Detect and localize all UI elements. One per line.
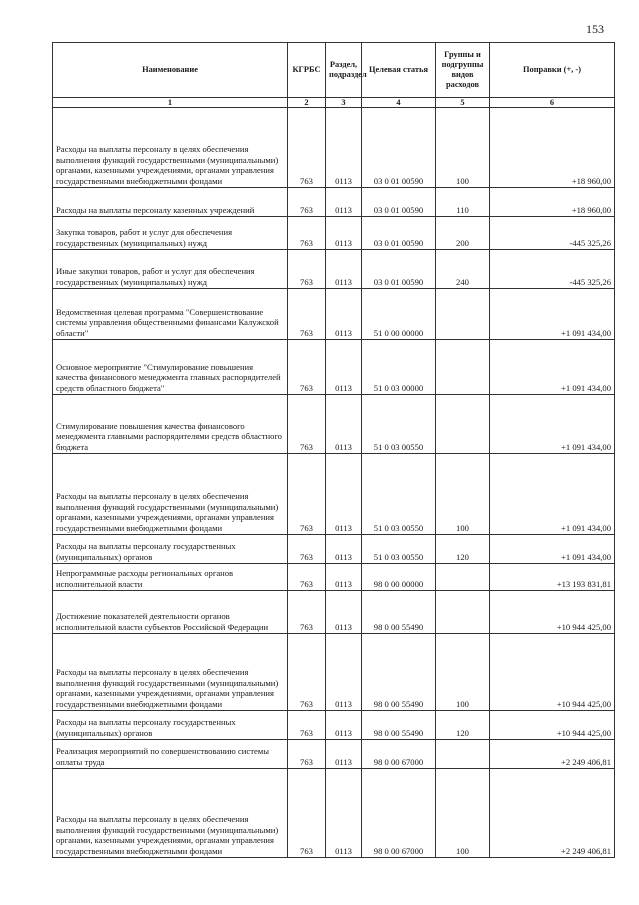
table-row	[53, 217, 615, 250]
cell-amount: -445 325,26	[490, 217, 615, 250]
cell-section: 0113	[326, 535, 362, 564]
cell-name: Расходы на выплаты персоналу в целях обеспечения выполнения функций государственными (муниципальными) органами, казенными учреждениями, органами управления государственными внебюджетными фондами	[53, 108, 288, 188]
cell-section: 0113	[326, 395, 362, 454]
cell-target: 51 0 03 00550	[362, 395, 436, 454]
cell-group: 200	[436, 217, 490, 250]
page-number: 153	[586, 22, 604, 36]
cell-name: Реализация мероприятий по совершенствованию системы оплаты труда	[53, 740, 288, 769]
cell-kgrbs: 763	[288, 535, 326, 564]
cell-section: 0113	[326, 188, 362, 217]
table-row	[53, 634, 615, 711]
table-row	[53, 250, 615, 289]
cell-group	[436, 564, 490, 591]
table-row	[53, 188, 615, 217]
column-number-row	[53, 98, 615, 108]
cell-section: 0113	[326, 711, 362, 740]
cell-group: 100	[436, 634, 490, 711]
cell-section: 0113	[326, 250, 362, 289]
cell-group	[436, 340, 490, 395]
cell-kgrbs: 763	[288, 564, 326, 591]
cell-amount: +1 091 434,00	[490, 395, 615, 454]
cell-amount: +18 960,00	[490, 108, 615, 188]
table-row	[53, 535, 615, 564]
header-group: Группы и подгруппы видов расходов	[436, 43, 490, 98]
cell-group: 100	[436, 454, 490, 535]
cell-target: 51 0 00 00000	[362, 289, 436, 340]
cell-section: 0113	[326, 108, 362, 188]
cell-target: 98 0 00 55490	[362, 711, 436, 740]
cell-group: 120	[436, 711, 490, 740]
column-number: 5	[436, 98, 490, 108]
cell-group	[436, 395, 490, 454]
cell-kgrbs: 763	[288, 395, 326, 454]
cell-name: Иные закупки товаров, работ и услуг для обеспечения государственных (муниципальных) нужд	[53, 250, 288, 289]
budget-table	[52, 42, 615, 858]
header-amount: Поправки (+, -)	[490, 43, 615, 98]
cell-group: 120	[436, 535, 490, 564]
cell-name: Расходы на выплаты персоналу в целях обеспечения выполнения функций государственными (муниципальными) органами, казенными учреждениями, органами управления государственными внебюджетными фондами	[53, 634, 288, 711]
cell-group: 110	[436, 188, 490, 217]
cell-amount: +10 944 425,00	[490, 591, 615, 634]
cell-amount: +2 249 406,81	[490, 740, 615, 769]
table-row	[53, 289, 615, 340]
column-number: 1	[53, 98, 288, 108]
cell-section: 0113	[326, 591, 362, 634]
cell-kgrbs: 763	[288, 740, 326, 769]
cell-kgrbs: 763	[288, 711, 326, 740]
cell-group: 100	[436, 108, 490, 188]
cell-target: 98 0 00 67000	[362, 740, 436, 769]
cell-target: 98 0 00 00000	[362, 564, 436, 591]
cell-target: 51 0 03 00000	[362, 340, 436, 395]
cell-section: 0113	[326, 217, 362, 250]
cell-kgrbs: 763	[288, 108, 326, 188]
table-header-row	[53, 43, 615, 98]
table-row	[53, 564, 615, 591]
cell-section: 0113	[326, 289, 362, 340]
cell-name: Расходы на выплаты персоналу государственных (муниципальных) органов	[53, 535, 288, 564]
cell-amount: +2 249 406,81	[490, 769, 615, 858]
column-number: 3	[326, 98, 362, 108]
cell-section: 0113	[326, 454, 362, 535]
cell-kgrbs: 763	[288, 769, 326, 858]
cell-group	[436, 289, 490, 340]
cell-amount: +1 091 434,00	[490, 340, 615, 395]
table-row	[53, 340, 615, 395]
cell-name: Стимулирование повышения качества финансового менеджмента главными распорядителями средств областного бюджета	[53, 395, 288, 454]
cell-target: 51 0 03 00550	[362, 454, 436, 535]
cell-target: 98 0 00 55490	[362, 591, 436, 634]
cell-amount: +1 091 434,00	[490, 289, 615, 340]
cell-section: 0113	[326, 740, 362, 769]
column-number: 4	[362, 98, 436, 108]
header-section: Раздел, подраздел	[326, 43, 362, 98]
cell-kgrbs: 763	[288, 217, 326, 250]
cell-target: 03 0 01 00590	[362, 108, 436, 188]
table-row	[53, 740, 615, 769]
cell-kgrbs: 763	[288, 250, 326, 289]
cell-name: Достижение показателей деятельности органов исполнительной власти субъектов Российской Федерации	[53, 591, 288, 634]
column-number: 6	[490, 98, 615, 108]
cell-name: Основное мероприятие "Стимулирование повышения качества финансового менеджмента главных распорядителей средств областного бюджета"	[53, 340, 288, 395]
cell-amount: -445 325,26	[490, 250, 615, 289]
cell-kgrbs: 763	[288, 454, 326, 535]
cell-group: 100	[436, 769, 490, 858]
cell-group	[436, 740, 490, 769]
cell-amount: +1 091 434,00	[490, 535, 615, 564]
cell-name: Закупка товаров, работ и услуг для обеспечения государственных (муниципальных) нужд	[53, 217, 288, 250]
cell-amount: +10 944 425,00	[490, 711, 615, 740]
column-number: 2	[288, 98, 326, 108]
cell-name: Расходы на выплаты персоналу казенных учреждений	[53, 188, 288, 217]
cell-kgrbs: 763	[288, 289, 326, 340]
cell-target: 98 0 00 55490	[362, 634, 436, 711]
cell-amount: +13 193 831,81	[490, 564, 615, 591]
table-row	[53, 769, 615, 858]
cell-kgrbs: 763	[288, 634, 326, 711]
cell-amount: +1 091 434,00	[490, 454, 615, 535]
table-row	[53, 395, 615, 454]
cell-section: 0113	[326, 340, 362, 395]
cell-name: Непрограммные расходы региональных органов исполнительной власти	[53, 564, 288, 591]
cell-name: Ведомственная целевая программа "Совершенствование системы управления общественными финансами Калужской области"	[53, 289, 288, 340]
cell-name: Расходы на выплаты персоналу в целях обеспечения выполнения функций государственными (муниципальными) органами, казенными учреждениями, органами управления государственными внебюджетными фондами	[53, 769, 288, 858]
cell-section: 0113	[326, 564, 362, 591]
table-row	[53, 591, 615, 634]
cell-kgrbs: 763	[288, 188, 326, 217]
table-row	[53, 108, 615, 188]
cell-name: Расходы на выплаты персоналу в целях обеспечения выполнения функций государственными (муниципальными) органами, казенными учреждениями, органами управления государственными внебюджетными фондами	[53, 454, 288, 535]
cell-target: 51 0 03 00550	[362, 535, 436, 564]
header-kgrbs: КГРБС	[288, 43, 326, 98]
cell-group: 240	[436, 250, 490, 289]
cell-section: 0113	[326, 769, 362, 858]
header-name: Наименование	[53, 43, 288, 98]
cell-kgrbs: 763	[288, 591, 326, 634]
cell-target: 98 0 00 67000	[362, 769, 436, 858]
table-row	[53, 454, 615, 535]
cell-section: 0113	[326, 634, 362, 711]
table-row	[53, 711, 615, 740]
cell-amount: +10 944 425,00	[490, 634, 615, 711]
cell-kgrbs: 763	[288, 340, 326, 395]
cell-target: 03 0 01 00590	[362, 217, 436, 250]
cell-amount: +18 960,00	[490, 188, 615, 217]
cell-name: Расходы на выплаты персоналу государственных (муниципальных) органов	[53, 711, 288, 740]
cell-target: 03 0 01 00590	[362, 188, 436, 217]
cell-group	[436, 591, 490, 634]
header-target: Целевая статья	[362, 43, 436, 98]
cell-target: 03 0 01 00590	[362, 250, 436, 289]
